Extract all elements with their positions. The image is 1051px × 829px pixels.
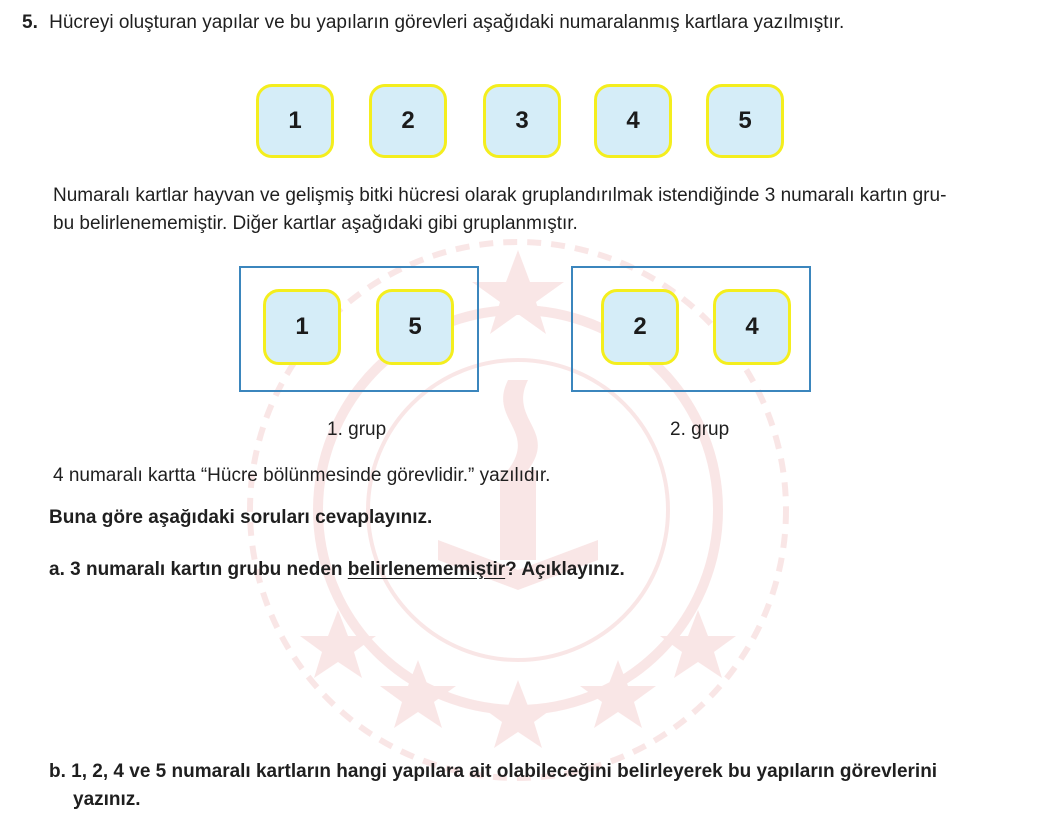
statement: 4 numaralı kartta “Hücre bölünmesinde görevlidir.” yazılıdır. <box>53 465 551 486</box>
paragraph-line-1: Numaralı kartlar hayvan ve gelişmiş bitki hücresi olarak gruplandırılmak istendiğinde 3 numaralı kartın gru- <box>53 185 947 206</box>
question-header <box>22 11 844 35</box>
group-1-card-1: 1 <box>263 289 341 365</box>
question-a-prefix: a. 3 numaralı kartın grubu neden <box>49 559 348 580</box>
card-4: 4 <box>594 84 672 158</box>
question-a <box>49 558 625 582</box>
group-2-label: 2. grup <box>670 419 730 440</box>
instruction: Buna göre aşağıdaki soruları cevaplayınız. <box>49 507 433 528</box>
question-b-line-1: b. 1, 2, 4 ve 5 numaralı kartların hangi yapılara ait olabileceğini belirleyerek bu yapıların görevlerini <box>49 761 938 782</box>
paragraph-line-2: bu belirlenememiştir. Diğer kartlar aşağıdaki gibi gruplanmıştır. <box>53 213 578 234</box>
group-1-label: 1. grup <box>327 419 387 440</box>
card-3: 3 <box>483 84 561 158</box>
card-1: 1 <box>256 84 334 158</box>
group-1-card-2: 5 <box>376 289 454 365</box>
group-2-card-1: 2 <box>601 289 679 365</box>
question-intro: Hücreyi oluşturan yapılar ve bu yapıların görevleri aşağıdaki numaralanmış kartlara yazılmıştır. <box>49 12 845 33</box>
question-a-suffix: ? Açıklayınız. <box>505 559 625 580</box>
question-b-line-2: yazınız. <box>73 789 141 810</box>
question-a-underlined: belirlenememiştir <box>347 559 506 580</box>
group-2-card-2: 4 <box>713 289 791 365</box>
question-number: 5. <box>22 12 38 33</box>
card-5: 5 <box>706 84 784 158</box>
card-2: 2 <box>369 84 447 158</box>
